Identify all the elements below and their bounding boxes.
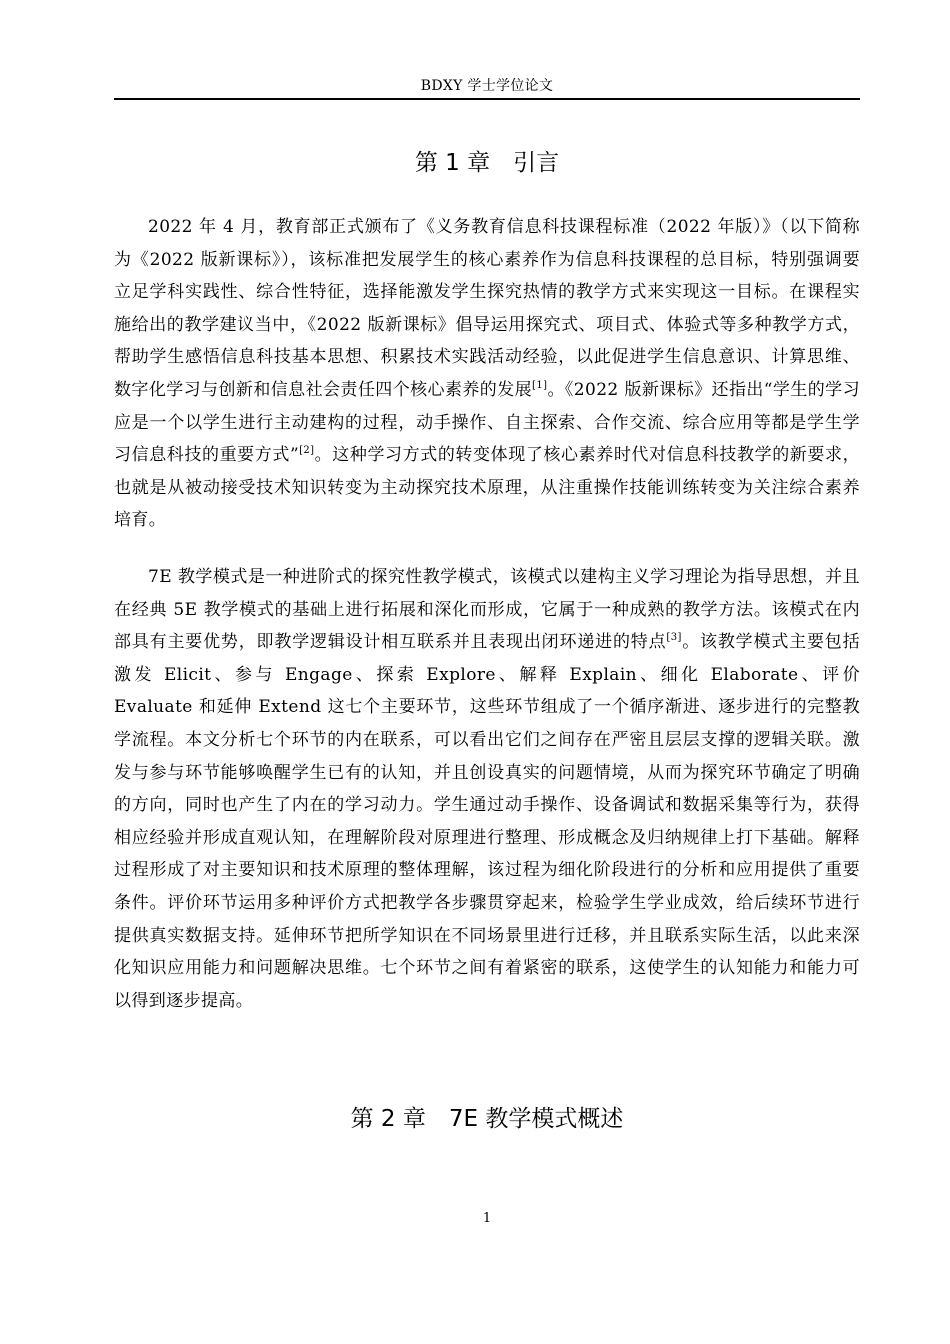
paragraph-1-text-b: 。《2022 版新课标》还指出“学生的学习应是一个以学生进行主动建构的过程，动手操作、自主探索、合作交流、综合应用等都是学生学习信息科技的重要方式” [114,379,860,466]
paragraph-2 [114,561,860,1017]
paragraph-1-text-c: 。这种学习方式的转变体现了核心素养时代对信息科技教学的新要求，也就是从被动接受技术知识转变为主动探究技术原理，从注重操作技能训练转变为关注综合素养培育。 [114,445,860,531]
running-header: BDXY 学士学位论文 [420,78,554,94]
chapter-2-title: 第 2 章 7E 教学模式概述 [350,1106,624,1132]
citation-2: [2] [299,445,315,457]
citation-3: [3] [666,632,682,644]
header-rule [114,98,860,100]
paragraph-2-text-a: 7E 教学模式是一种进阶式的探究性教学模式，该模式以建构主义学习理论为指导思想，并且在经典 5E 教学模式的基础上进行拓展和深化而形成，它属于一种成熟的教学方法。该模式在内部具有主要优势，即教学逻辑设计相互联系并且表现出闭环递进的特点 [114,567,860,653]
paragraph-1 [114,211,860,537]
page-number: 1 [482,1211,492,1226]
paragraph-1-text-a: 2022 年 4 月，教育部正式颁布了《义务教育信息科技课程标准（2022 年版）》（以下简称为《2022 版新课标》），该标准把发展学生的核心素养作为信息科技课程的总目标，特别强调要立足学科实践性、综合性特征，选择能激发学生探究热情的教学方式来实现这一目标。在课程实施给出的教学建议当中，《2022 版新课标》倡导运用探究式、项目式、体验式等多种教学方式，帮助学生感悟信息科技基本思想、积累技术实践活动经验，以此促进学生信息意识、计算思维、数字化学习与创新和信息社会责任四个核心素养的发展 [114,217,860,400]
chapter-1-title: 第 1 章 引言 [414,150,560,176]
paragraph-2-text-b: 。该教学模式主要包括激发 Elicit、参与 Engage、探索 Explore、解释 Explain、细化 Elaborate、评价 Evaluate 和延伸 Extend 这七个主要环节，这些环节组成了一个循序渐进、逐步进行的完整教学流程。本文分析七个环节的内在联系，可以看出它们之间存在严密且层层支撑的逻辑关联。激发与参与环节能够唤醒学生已有的认知，并且创设真实的问题情境，从而为探究环节确定了明确的方向，同时也产生了内在的学习动力。学生通过动手操作、设备调试和数据采集等行为，获得相应经验并形成直观认知，在理解阶段对原理进行整理、形成概念及归纳规律上打下基础。解释过程形成了对主要知识和技术原理的整体理解，该过程为细化阶段进行的分析和应用提供了重要条件。评价环节运用多种评价方式把教学各步骤贯穿起来，检验学生学业成效，给后续环节进行提供真实数据支持。延伸环节把所学知识在不同场景里进行迁移，并且联系实际生活，以此来深化知识应用能力和问题解决思维。七个环节之间有着紧密的联系，这使学生的认知能力和能力可以得到逐步提高。 [114,632,860,1011]
citation-1: [1] [532,379,548,391]
